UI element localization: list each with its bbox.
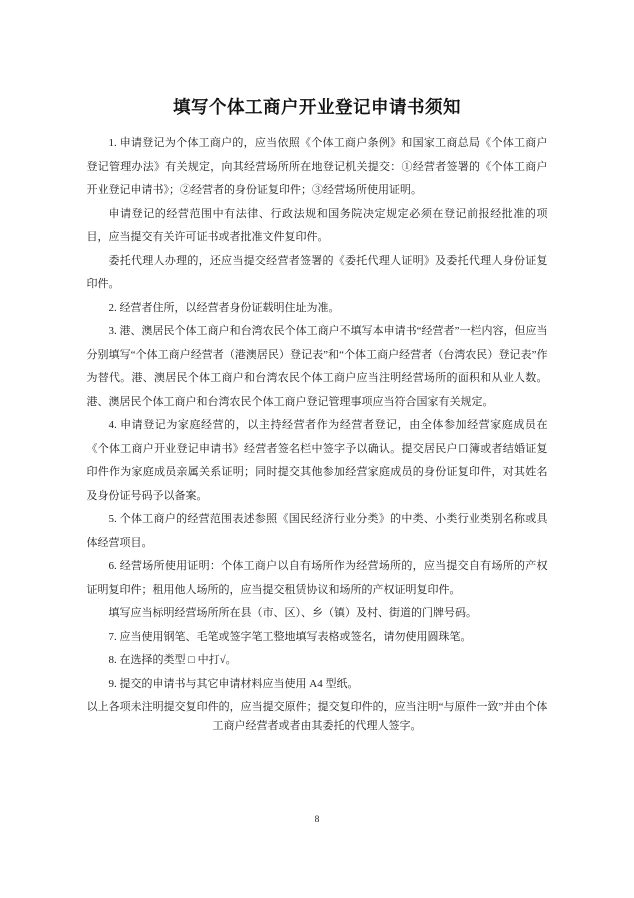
paragraph-3: 3. 港、澳居民个体工商户和台湾农民个体工商户不填写本申请书“经营者”一栏内容，但应当分别填写“个体工商户经营者（港澳居民）登记表”和“个体工商户经营者（台湾农民）登记表”作为替代。港、澳居民个体工商户和台湾农民个体工商户应当注明经营场所的面积和从业人数。港、澳居民个体工商户和台湾农民个体工商户登记管理事项应当符合国家有关规定。	[86, 325, 548, 408]
page-title: 填写个体工商户开业登记申请书须知	[173, 97, 461, 117]
paragraph-1a: 申请登记的经营范围中有法律、行政法规和国务院决定规定必须在登记前报经批准的项目，应当提交有关许可证书或者批准文件复印件。	[86, 207, 548, 243]
paragraph-7: 7. 应当使用钢笔、毛笔或签字笔工整地填写表格或签名，请勿使用圆珠笔。	[108, 630, 472, 643]
paragraph-2: 2. 经营者住所，以经营者身份证载明住址为准。	[108, 301, 340, 314]
page-number: 8	[314, 815, 320, 825]
paragraph-8: 8. 在选择的类型 □ 中打√。	[108, 654, 237, 666]
paragraph-1: 1. 申请登记为个体工商户的，应当依照《个体工商户条例》和国家工商总局《个体工商户登记管理办法》有关规定，向其经营场所所在地登记机关提交：①经营者签署的《个体工商户开业登记申请书》；②经营者的身份证复印件；③经营场所使用证明。	[86, 137, 548, 196]
paragraph-1b: 委托代理人办理的，还应当提交经营者签署的《委托代理人证明》及委托代理人身份证复印件。	[86, 254, 548, 290]
paragraph-5: 5. 个体工商户的经营范围表述参照《国民经济行业分类》的中类、小类行业类别名称或具体经营项目。	[86, 513, 548, 549]
closing-note: 以上各项未注明提交复印件的，应当提交原件；提交复印件的，应当注明“与原件一致”并由个体工商户经营者或者由其委托的代理人签字。	[86, 701, 548, 732]
paragraph-6: 6. 经营场所使用证明：个体工商户以自有场所作为经营场所的，应当提交自有场所的产权证明复印件；租用他人场所的，应当提交租赁协议和场所的产权证明复印件。	[86, 560, 548, 596]
document-body	[87, 132, 548, 736]
paragraph-6a: 填写应当标明经营场所所在县（市、区）、乡（镇）及村、街道的门牌号码。	[108, 607, 477, 619]
paragraph-4: 4. 申请登记为家庭经营的，以主持经营者作为经营者登记，由全体参加经营家庭成员在《个体工商户开业登记申请书》经营者签名栏中签字予以确认。提交居民户口簿或者结婚证复印件作为家庭成员亲属关系证明；同时提交其他参加经营家庭成员的身份证复印件，对其姓名及身份证号码予以备案。	[86, 419, 548, 502]
paragraph-9: 9. 提交的申请书与其它申请材料应当使用 A4 型纸。	[108, 677, 359, 690]
